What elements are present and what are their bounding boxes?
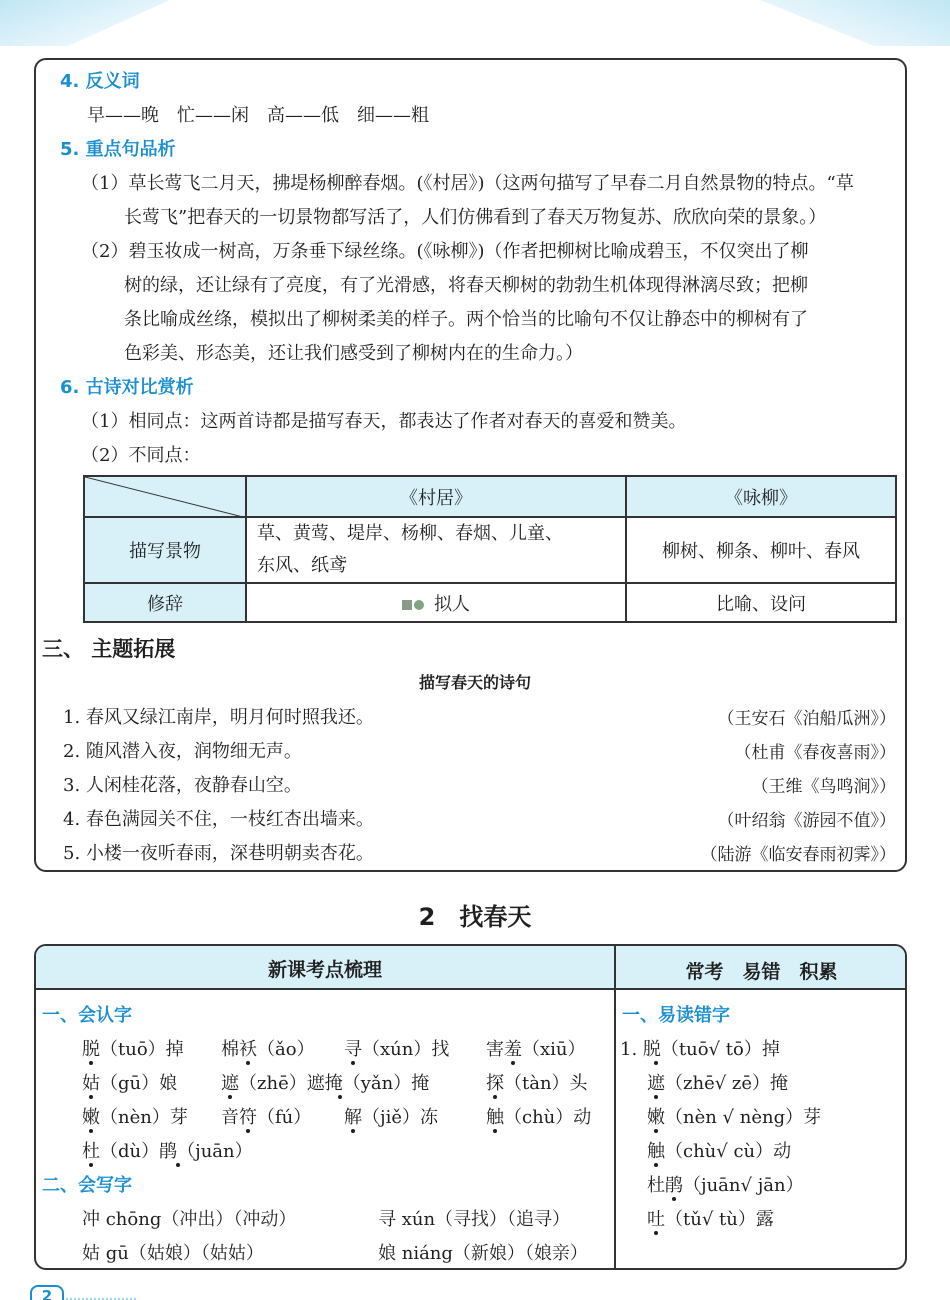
table-col-cunju: 《村居》	[246, 476, 626, 517]
misread-item-4: 触（chù√ cù）动	[647, 1141, 792, 1162]
top-left-decoration	[0, 0, 170, 46]
recog-cell-3-3: 解（jiě）冻	[344, 1103, 438, 1129]
emphasis-dot	[228, 1095, 232, 1099]
sentence2-line1: （2）碧玉妆成一树高，万条垂下绿丝绦。(《咏柳》)（作者把柳树比喻成碧玉，不仅突出了柳	[81, 241, 809, 262]
emphasis-dot	[89, 1163, 93, 1167]
cell-scenery-cunju	[246, 517, 626, 583]
page-number: 2	[30, 1285, 64, 1300]
poem-compare-heading: 6. 古诗对比赏析	[60, 377, 194, 398]
key-sentence-heading: 5. 重点句品析	[60, 139, 176, 160]
emphasis-dot	[351, 1061, 355, 1065]
emphasis-dot	[654, 1163, 658, 1167]
emphasis-dot	[246, 1061, 250, 1065]
misread-heading: 一、易读错字	[622, 1005, 730, 1026]
poem-line-5: 5. 小楼一夜听春雨，深巷明朝卖杏花。	[63, 843, 374, 864]
sentence2-line2: 树的绿，还让绿有了亮度，有了光滑感，将春天柳树的勃勃生机体现得淋漓尽致；把柳	[124, 275, 808, 296]
recog-cell-1-3: 寻（xún）找	[344, 1035, 449, 1061]
write-cell-1-1: 冲 chōng（冲出）（冲动）	[82, 1209, 297, 1230]
table-row	[84, 583, 896, 622]
recog-cell-2-3: 探（tàn）头	[486, 1069, 588, 1095]
cell-scenery-yongliu: 柳树、柳条、柳叶、春风	[626, 517, 896, 583]
cell-scenery-cunju-line2: 东风、纸鸢	[257, 555, 347, 576]
write-cell-2-1: 姑 gū（姑娘）（姑姑）	[82, 1243, 264, 1264]
misread-item-5: 杜鹃（juān√ jān）	[647, 1175, 804, 1196]
poem-source-5: （陆游《临安春雨初霁》）	[700, 845, 896, 865]
antonym-heading: 4. 反义词	[60, 71, 140, 92]
recog-cell-3-4: 触（chù）动	[486, 1103, 591, 1129]
poem-line-3: 3. 人闲桂花落，夜静春山空。	[63, 775, 302, 796]
emphasis-dot	[654, 1129, 658, 1133]
emphasis-dot	[493, 1095, 497, 1099]
difference-line: （2）不同点：	[81, 445, 201, 466]
header-left-title: 新课考点梳理	[267, 959, 382, 981]
emphasis-dot	[89, 1095, 93, 1099]
theme-extension-heading: 三、 主题拓展	[42, 637, 176, 661]
lesson-title: 2 找春天	[418, 903, 532, 931]
top-right-decoration	[760, 0, 950, 46]
table-row	[84, 517, 896, 583]
emphasis-dot	[176, 1163, 180, 1167]
sentence2-line3: 条比喻成丝绦，模拟出了柳树柔美的样子。两个恰当的比喻句不仅让静态中的柳树有了	[124, 309, 808, 330]
emphasis-dot	[493, 1129, 497, 1133]
misread-item-2: 遮（zhē√ zē）掩	[647, 1073, 789, 1094]
emphasis-dot	[672, 1197, 676, 1201]
header-right-title: 常考 易错 积累	[685, 961, 838, 983]
poem-source-1: （王安石《泊船瓜洲》）	[717, 709, 896, 729]
emphasis-dot	[654, 1231, 658, 1235]
small-image-icon	[402, 600, 412, 610]
recog-cell-1-2: 棉袄（ǎo）	[221, 1035, 315, 1061]
poem-line-1: 1. 春风又绿江南岸，明月何时照我还。	[63, 707, 374, 728]
emphasis-dot	[89, 1129, 93, 1133]
antonym-line: 早——晚 忙——闲 高——低 细——粗	[87, 105, 429, 126]
write-heading: 二、会写字	[42, 1175, 132, 1196]
emphasis-dot	[338, 1095, 342, 1099]
cell-rhetoric-yongliu: 比喻、设问	[626, 583, 896, 622]
sentence2-line4: 色彩美、形态美，还让我们感受到了柳树内在的生命力。）	[124, 343, 583, 364]
row-head-rhetoric: 修辞	[84, 583, 246, 622]
emphasis-dot	[246, 1129, 250, 1133]
poem-line-4: 4. 春色满园关不住，一枝红杏出墙来。	[63, 809, 374, 830]
table-header-row	[84, 476, 896, 517]
comparison-table	[83, 475, 897, 623]
similarity-line: （1）相同点：这两首诗都是描写春天，都表达了作者对春天的喜爱和赞美。	[81, 411, 687, 432]
recognize-heading: 一、会认字	[42, 1005, 132, 1026]
emphasis-dot	[511, 1061, 515, 1065]
recog-cell-1-1: 脱（tuō）掉	[82, 1035, 184, 1061]
poem-source-4: （叶绍翁《游园不值》）	[717, 811, 896, 831]
emphasis-dot	[89, 1061, 93, 1065]
recog-cell-2-1: 姑（gū）娘	[82, 1069, 177, 1095]
cell-rhetoric-cunju	[246, 583, 626, 622]
recog-cell-3-1: 嫩（nèn）芽	[82, 1103, 188, 1129]
poem-source-3: （王维《鸟鸣涧》）	[751, 777, 896, 797]
table-col-yongliu: 《咏柳》	[626, 476, 896, 517]
poem-source-2: （杜甫《春夜喜雨》）	[734, 743, 896, 763]
emphasis-dot	[654, 1095, 658, 1099]
misread-item-6: 吐（tǔ√ tù）露	[647, 1209, 774, 1230]
sentence1-line2: 长莺飞”把春天的一切景物都写活了，人们仿佛看到了春天万物复苏、欣欣向荣的景象。）	[124, 207, 827, 228]
small-plant-icon	[414, 600, 424, 610]
recog-cell-4-1: 杜（dù）鹃（juān）	[82, 1137, 253, 1163]
cell-rhetoric-cunju-text: 拟人	[434, 593, 470, 615]
row-head-scenery: 描写景物	[84, 517, 246, 583]
write-cell-2-2: 娘 niáng（新娘）（娘亲）	[378, 1243, 588, 1264]
emphasis-dot	[654, 1061, 658, 1065]
sentence1-line1: （1）草长莺飞二月天，拂堤杨柳醉春烟。(《村居》)（这两句描写了早春二月自然景物的特点。“草	[81, 173, 854, 194]
misread-item-1: 1. 脱（tuō√ tō）掉	[620, 1039, 780, 1060]
column-divider	[614, 946, 616, 1268]
diagonal-line	[85, 477, 247, 518]
cell-scenery-cunju-line1: 草、黄莺、堤岸、杨柳、春烟、儿童、	[257, 523, 563, 544]
diagonal-corner-cell	[84, 476, 246, 517]
spring-poems-subtitle: 描写春天的诗句	[418, 673, 531, 692]
write-cell-1-2: 寻 xún（寻找）（追寻）	[378, 1209, 571, 1230]
misread-item-3: 嫩（nèn √ nèng）芽	[647, 1107, 822, 1128]
recog-cell-2-2: 遮（zhē）遮掩（yǎn）掩	[221, 1069, 429, 1095]
recog-cell-3-2: 音符（fú）	[221, 1103, 311, 1129]
poem-line-2: 2. 随风潜入夜，润物细无声。	[63, 741, 302, 762]
recog-cell-1-4: 害羞（xiū）	[486, 1035, 586, 1061]
emphasis-dot	[351, 1129, 355, 1133]
